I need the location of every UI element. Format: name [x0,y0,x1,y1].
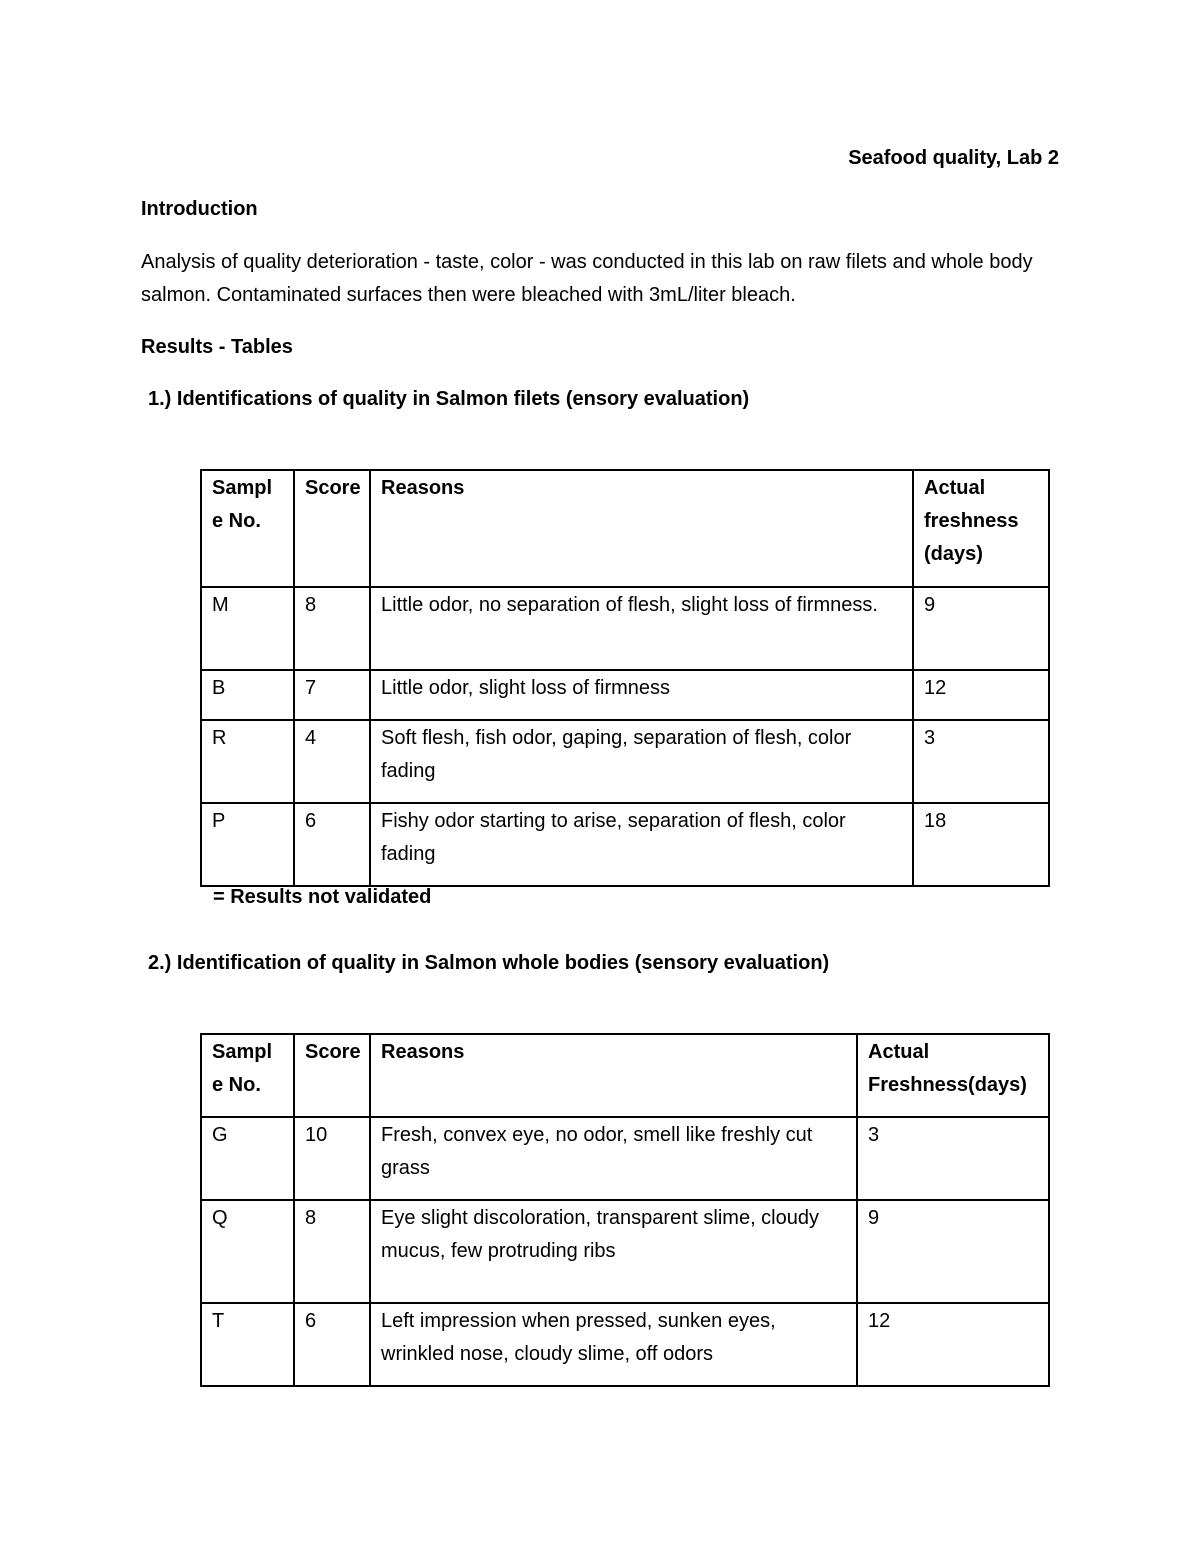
cell-sample: G [201,1117,294,1200]
cell-sample: R [201,720,294,803]
cell-sample: M [201,587,294,670]
cell-reasons: Soft flesh, fish odor, gaping, separation of flesh, color fading [370,720,913,803]
cell-freshness: 12 [913,670,1049,720]
table-row [201,1200,1049,1303]
cell-score: 7 [294,670,370,720]
header-reasons: Reasons [370,1034,857,1117]
table-row [201,587,1049,670]
cell-score: 10 [294,1117,370,1200]
cell-reasons: Fishy odor starting to arise, separation of flesh, color fading [370,803,913,886]
cell-sample: P [201,803,294,886]
table-header-row [201,470,1049,587]
introduction-paragraph: Analysis of quality deterioration - taste, color - was conducted in this lab on raw filets and whole body salmon. Contaminated surfaces then were bleached with 3mL/liter bleach. [141,251,1033,306]
table-row [201,670,1049,720]
header-sample-no: Sampl e No. [201,1034,294,1117]
cell-reasons: Left impression when pressed, sunken eyes, wrinkled nose, cloudy slime, off odors [370,1303,857,1386]
cell-freshness: 3 [857,1117,1049,1200]
table-row [201,1303,1049,1386]
cell-sample: T [201,1303,294,1386]
filet-quality-table [200,469,1050,887]
validation-note: = Results not validated [213,886,432,908]
cell-reasons: Fresh, convex eye, no odor, smell like freshly cut grass [370,1117,857,1200]
cell-score: 4 [294,720,370,803]
cell-score: 8 [294,587,370,670]
cell-score: 6 [294,1303,370,1386]
table-header-row [201,1034,1049,1117]
header-sample-no: Sampl e No. [201,470,294,587]
header-score: Score [294,470,370,587]
header-score: Score [294,1034,370,1117]
cell-freshness: 18 [913,803,1049,886]
cell-sample: B [201,670,294,720]
header-reasons: Reasons [370,470,913,587]
table-row [201,1117,1049,1200]
cell-freshness: 12 [857,1303,1049,1386]
header-actual-freshness: Actual Freshness(days) [857,1034,1049,1117]
table-row [201,720,1049,803]
whole-body-quality-table [200,1033,1050,1387]
cell-freshness: 3 [913,720,1049,803]
cell-reasons: Little odor, slight loss of firmness [370,670,913,720]
cell-freshness: 9 [913,587,1049,670]
cell-reasons: Eye slight discoloration, transparent slime, cloudy mucus, few protruding ribs [370,1200,857,1303]
cell-score: 8 [294,1200,370,1303]
cell-reasons: Little odor, no separation of flesh, slight loss of firmness. [370,587,913,670]
cell-score: 6 [294,803,370,886]
cell-freshness: 9 [857,1200,1049,1303]
results-heading: Results - Tables [141,336,293,358]
cell-sample: Q [201,1200,294,1303]
header-actual-freshness: Actual freshness (days) [913,470,1049,587]
introduction-heading: Introduction [141,198,258,220]
table1-heading: 1.) Identifications of quality in Salmon filets (ensory evaluation) [148,388,750,410]
document-title: Seafood quality, Lab 2 [848,147,1059,169]
table2-heading: 2.) Identification of quality in Salmon whole bodies (sensory evaluation) [148,952,830,974]
table-row [201,803,1049,886]
